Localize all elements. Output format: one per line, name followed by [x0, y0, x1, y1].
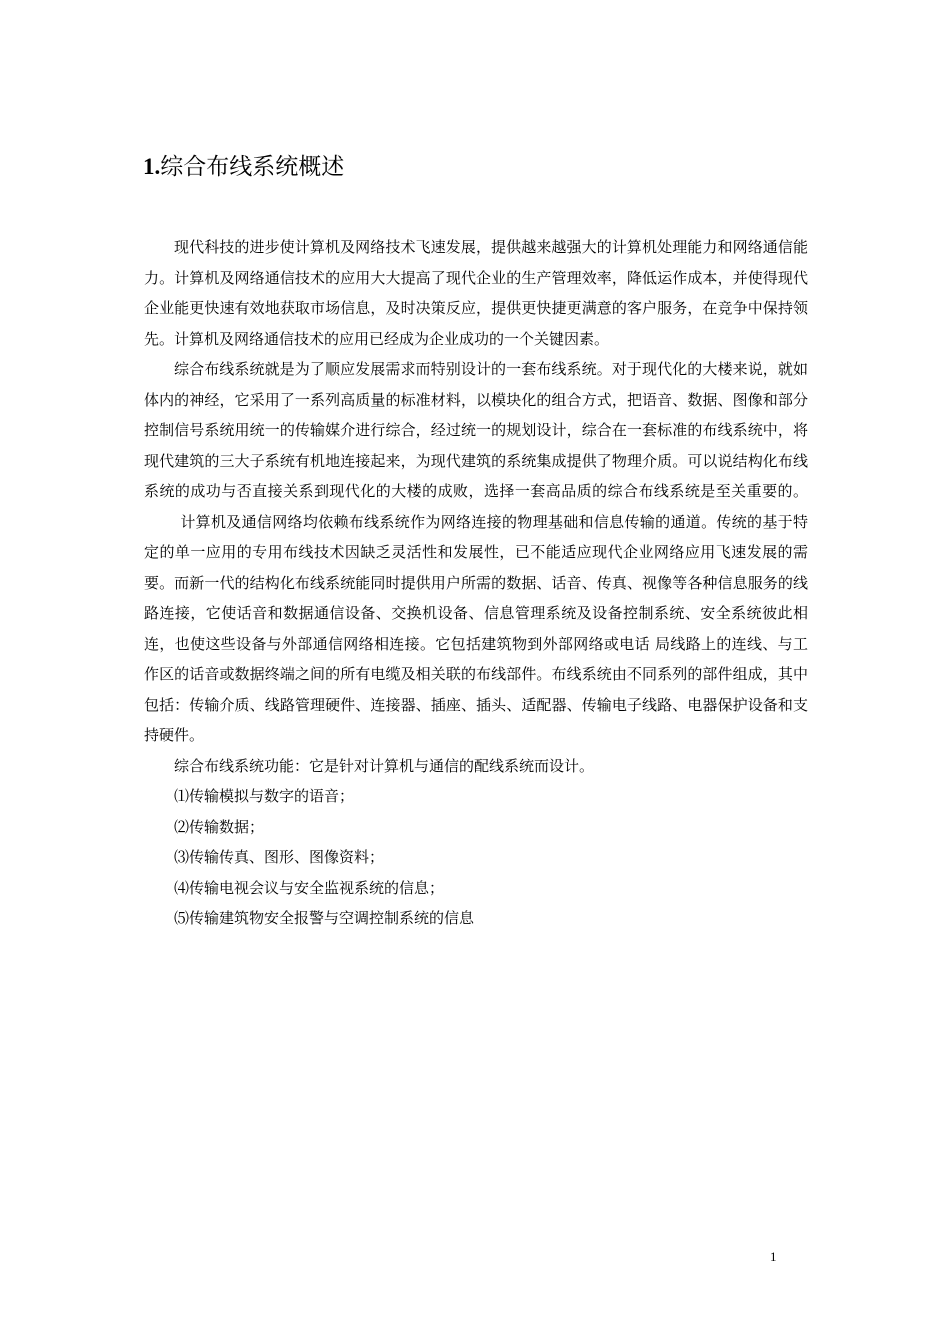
function-item-3: ⑶传输传真、图形、图像资料； — [174, 848, 385, 866]
paragraph-cabling-part-2: 计算机及通信网络均依赖布线系统作为网络连接的物理基础和信息传输的通道。传统的基于特定的单一应用的专用布线技术因缺乏灵活性和发展性，已不能适应现代企业网络应用飞速发展的需要。而新一代的结构化布线系统能同时提供用户所需的数据、话音、传真、视像等各种信息服务的线路连接，它使话音和数据通信设备、交换机设备、信息管理系统及设备控制系统、安全系统彼此相连，也使这些设备与外部通信网络相连接。它包括建筑物到外部网络或电话 局线路上的连线、与工作区的话音或数据终端之间的所有电缆及相关联的布线部件。布线系统由不同系列的部件组成，其中包括：传输介质、线路管理硬件、连接器、插座、插头、适配器、传输电子线路、电器保护设备和支持硬件。 — [144, 512, 808, 744]
paragraph-functions-intro: 综合布线系统功能：它是针对计算机与通信的配线系统而设计。 — [174, 756, 595, 775]
function-item-1: ⑴传输模拟与数字的语音； — [174, 787, 355, 805]
section-number: 1. — [143, 154, 161, 179]
body-text — [144, 232, 808, 934]
function-item-5: ⑸传输建筑物安全报警与空调控制系统的信息 — [174, 909, 475, 927]
function-item-2: ⑵传输数据； — [174, 817, 265, 836]
paragraph-intro: 现代科技的进步使计算机及网络技术飞速发展，提供越来越强大的计算机处理能力和网络通信能力。计算机及网络通信技术的应用大大提高了现代企业的生产管理效率，降低运作成本，并使得现代企业能更快速有效地获取市场信息，及时决策反应，提供更快捷更满意的客户服务，在竞争中保持领先。计算机及网络通信技术的应用已经成为企业成功的一个关键因素。 — [144, 238, 808, 348]
paragraph-cabling-system — [144, 354, 808, 751]
section-title: 综合布线系统概述 — [160, 154, 345, 180]
function-item-4: ⑷传输电视会议与安全监视系统的信息； — [174, 878, 445, 897]
page-number: 1 — [770, 1249, 777, 1264]
paragraph-cabling-part-1: 综合布线系统就是为了顺应发展需求而特别设计的一套布线系统。对于现代化的大楼来说，就如体内的神经，它采用了一系列高质量的标准材料，以模块化的组合方式，把语音、数据、图像和部分控制信号系统用统一的传输媒介进行综合，经过统一的规划设计，综合在一套标准的布线系统中，将现代建筑的三大子系统有机地连接起来，为现代建筑的系统集成提供了物理介质。可以说结构化布线系统的成功与否直接关系到现代化的大楼的成败，选择一套高品质的综合布线系统是至关重要的。 — [144, 360, 808, 500]
section-heading — [143, 152, 344, 182]
